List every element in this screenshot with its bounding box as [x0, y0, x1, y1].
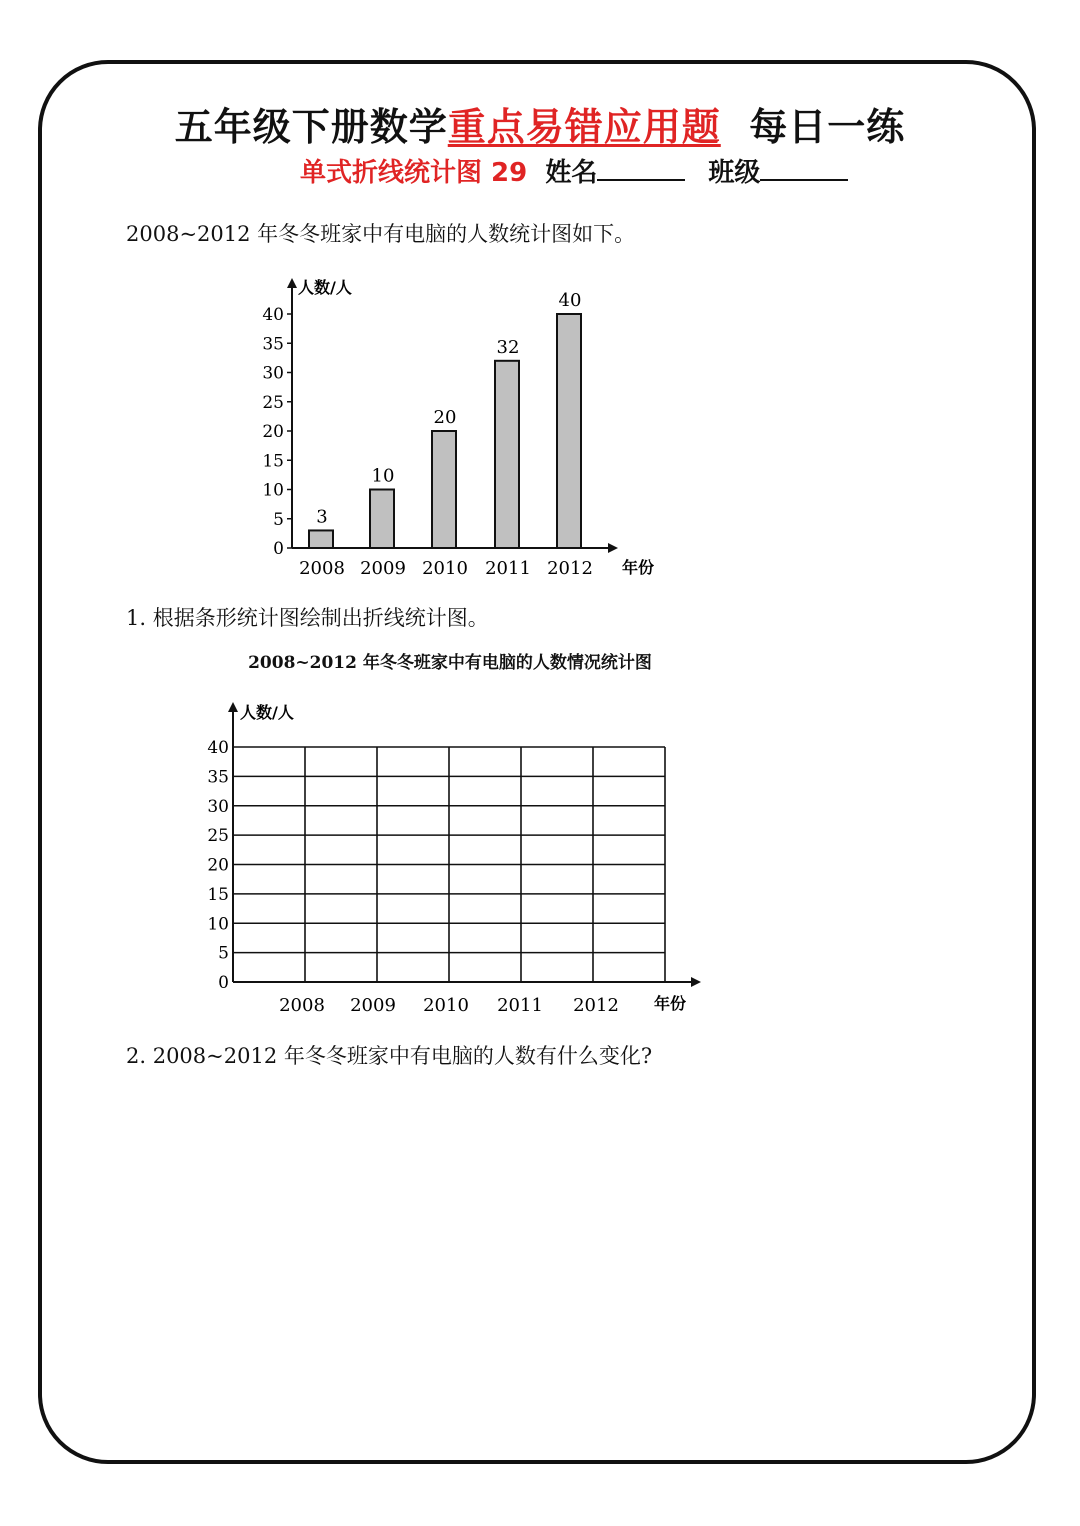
x-tick-label: 2009: [360, 558, 406, 579]
x-axis-label: 年份: [622, 558, 655, 577]
y-tick-label: 0: [218, 973, 229, 993]
y-tick-label: 10: [207, 914, 229, 935]
x-axis-label: 年份: [654, 994, 687, 1013]
x-tick-label: 2011: [485, 558, 531, 579]
question-2: 2. 2008~2012 年冬冬班家中有电脑的人数有什么变化?: [126, 1044, 653, 1068]
y-tick-label: 25: [262, 392, 284, 413]
y-tick-label: 10: [262, 480, 284, 501]
bar-data-label: 10: [371, 465, 395, 487]
y-tick-label: 35: [262, 334, 284, 355]
intro-text: 2008~2012 年冬冬班家中有电脑的人数统计图如下。: [126, 222, 636, 246]
title-suffix: 每日一练: [749, 105, 906, 149]
x-tick-label: 2009: [350, 995, 396, 1016]
bar-data-label: 3: [316, 506, 328, 528]
y-tick-label: 20: [207, 855, 229, 876]
y-axis-arrow: [228, 702, 238, 712]
y-tick-label: 40: [262, 305, 284, 325]
bar-data-label: 40: [558, 290, 582, 311]
line-chart-title: 2008~2012 年冬冬班家中有电脑的人数情况统计图: [248, 653, 652, 673]
y-tick-label: 15: [207, 884, 229, 905]
subtitle-topic: 单式折线统计图 29: [300, 158, 528, 188]
y-tick-label: 20: [262, 422, 284, 442]
y-axis-label: 人数/人: [298, 278, 352, 297]
y-tick-label: 35: [207, 767, 229, 788]
y-tick-label: 5: [273, 509, 284, 530]
x-tick-label: 2011: [497, 995, 543, 1016]
question-1: 1. 根据条形统计图绘制出折线统计图。: [126, 606, 489, 630]
x-tick-label: 2012: [573, 995, 619, 1016]
title-highlight: 重点易错应用题: [447, 105, 721, 149]
y-tick-label: 30: [262, 363, 284, 384]
title-prefix: 五年级下册数学: [174, 105, 448, 149]
x-tick-label: 2010: [423, 995, 469, 1016]
x-axis-arrow: [691, 977, 701, 987]
y-tick-label: 0: [273, 539, 284, 559]
y-axis-label: 人数/人: [240, 703, 294, 722]
x-tick-label: 2012: [547, 558, 593, 579]
bar-data-label: 32: [496, 336, 520, 358]
y-tick-label: 5: [218, 943, 229, 964]
x-tick-label: 2008: [279, 995, 325, 1016]
x-tick-label: 2010: [422, 558, 468, 579]
y-tick-label: 25: [207, 826, 229, 847]
y-tick-label: 15: [262, 451, 284, 472]
y-tick-label: 30: [207, 796, 229, 817]
bar-data-label: 20: [433, 407, 457, 428]
class-label: 班级: [708, 158, 761, 188]
name-label: 姓名: [545, 158, 598, 188]
x-tick-label: 2008: [299, 558, 345, 579]
y-tick-label: 40: [207, 738, 229, 758]
